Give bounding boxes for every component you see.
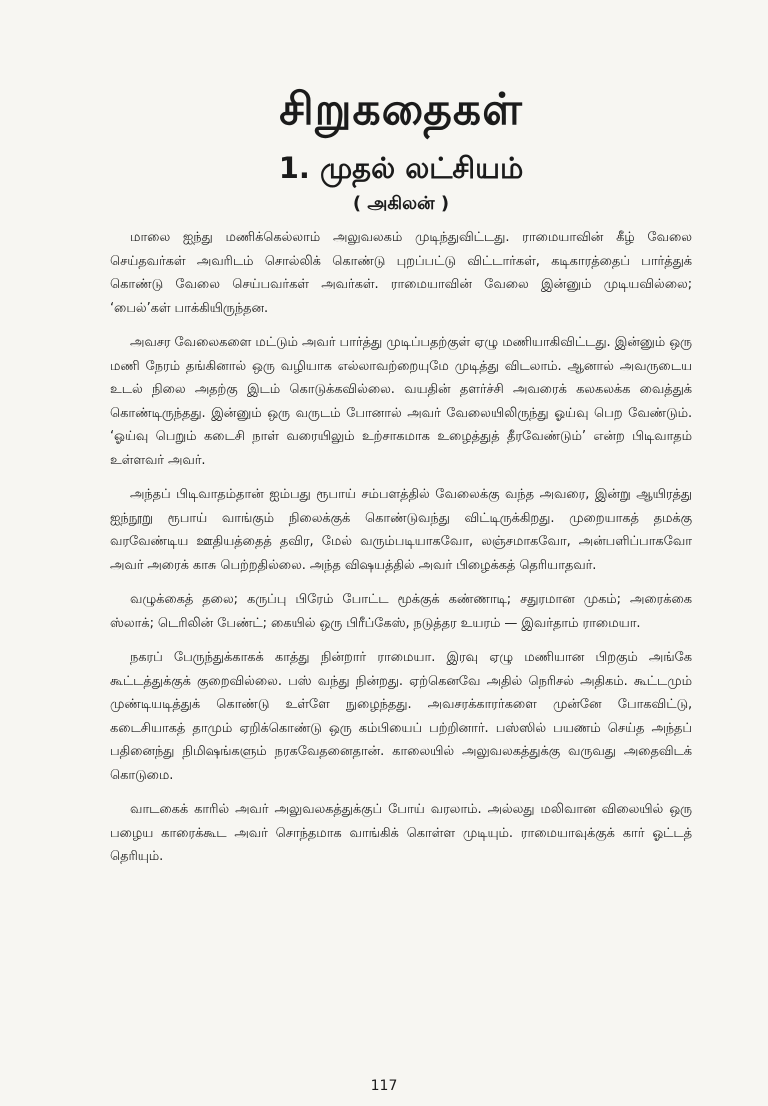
story-body: [110, 226, 692, 869]
book-page: [0, 82, 768, 1106]
author-name: ( அகிலன் ): [352, 193, 450, 214]
paragraph-5: நகரப் பேருந்துக்காகக் காத்து நின்றார் ராமையா. இரவு ஏழு மணியான பிறகும் அங்கே கூட்டத்துக்குக் குறைவில்லை. பஸ் வந்து நின்றது. ஏற்கெனவே அதில் நெரிசல் அதிகம். கூட்டமும் முண்டியடித்துக் கொண்டு உள்ளே நுழைந்தது. அவசரக்காரர்களை முன்னே போகவிட்டு, கடைசியாகத் தாமும் ஏறிக்கொண்டு ஒரு கம்பியைப் பற்றினார். பஸ்ஸில் பயணம் செய்த அந்தப் பதினைந்து நிமிஷங்களும் நரகவேதனைதான். காலையில் அலுவலகத்துக்கு வருவது அதைவிடக் கொடுமை.: [110, 650, 692, 783]
page-number: 117: [370, 1078, 398, 1094]
page-title: சிறுகதைகள்: [279, 84, 523, 135]
paragraph-3: அந்தப் பிடிவாதம்தான் ஐம்பது ரூபாய் சம்பளத்தில் வேலைக்கு வந்த அவரை, இன்று ஆயிரத்து ஐந்நூறு ரூபாய் வாங்கும் நிலைக்குக் கொண்டுவந்து விட்டிருக்கிறது. முறையாகத் தமக்கு வரவேண்டிய ஊதியத்தைத் தவிர, மேல் வரும்படியாகவோ, லஞ்சமாகவோ, அன்பளிப்பாகவோ அவர் அரைக் காசு பெற்றதில்லை. அந்த விஷயத்தில் அவர் பிழைக்கத் தெரியாதவர்.: [110, 487, 692, 573]
paragraph-6: வாடகைக் காரில் அவர் அலுவலகத்துக்குப் போய் வரலாம். அல்லது மலிவான விலையில் ஒரு பழைய காரைக்கூட அவர் சொந்தமாக வாங்கிக் கொள்ள முடியும். ராமையாவுக்குக் கார் ஓட்டத் தெரியும்.: [110, 802, 692, 864]
paragraph-1: மாலை ஐந்து மணிக்கெல்லாம் அலுவலகம் முடிந்துவிட்டது. ராமையாவின் கீழ் வேலை செய்தவர்கள் அவரிடம் சொல்லிக் கொண்டு புறப்பட்டு விட்டார்கள், கடிகாரத்தைப் பார்த்துக் கொண்டு வேலை செய்பவர்கள் அவர்கள். ராமையாவின் வேலை இன்னும் முடியவில்லை; ‘பைல்’கள் பாக்கியிருந்தன.: [110, 230, 692, 316]
paragraph-2: அவசர வேலைகளை மட்டும் அவர் பார்த்து முடிப்பதற்குள் ஏழு மணியாகிவிட்டது. இன்னும் ஒரு மணி நேரம் தங்கினால் ஒரு வழியாக எல்லாவற்றையுமே முடித்து விடலாம். ஆனால் அவருடைய உடல் நிலை அதற்கு இடம் கொடுக்கவில்லை. வயதின் தளர்ச்சி அவரைக் கலகலக்க வைத்துக் கொண்டிருந்தது. இன்னும் ஒரு வருடம் போனால் அவர் வேலையிலிருந்து ஓய்வு பெற வேண்டும். ‘ஓய்வு பெறும் கடைசி நாள் வரையிலும் உற்சாகமாக உழைத்துத் தீரவேண்டும்’ என்ற பிடிவாதம் உள்ளவர் அவர்.: [110, 335, 692, 468]
paragraph-4: வழுக்கைத் தலை; கருப்பு பிரேம் போட்ட மூக்குக் கண்ணாடி; சதுரமான முகம்; அரைக்கை ஸ்லாக்; டெரிலின் பேண்ட்; கையில் ஒரு பிரீப்கேஸ், நடுத்தர உயரம் — இவர்தாம் ராமையா.: [110, 592, 692, 631]
chapter-title: 1. முதல் லட்சியம்: [278, 151, 524, 185]
